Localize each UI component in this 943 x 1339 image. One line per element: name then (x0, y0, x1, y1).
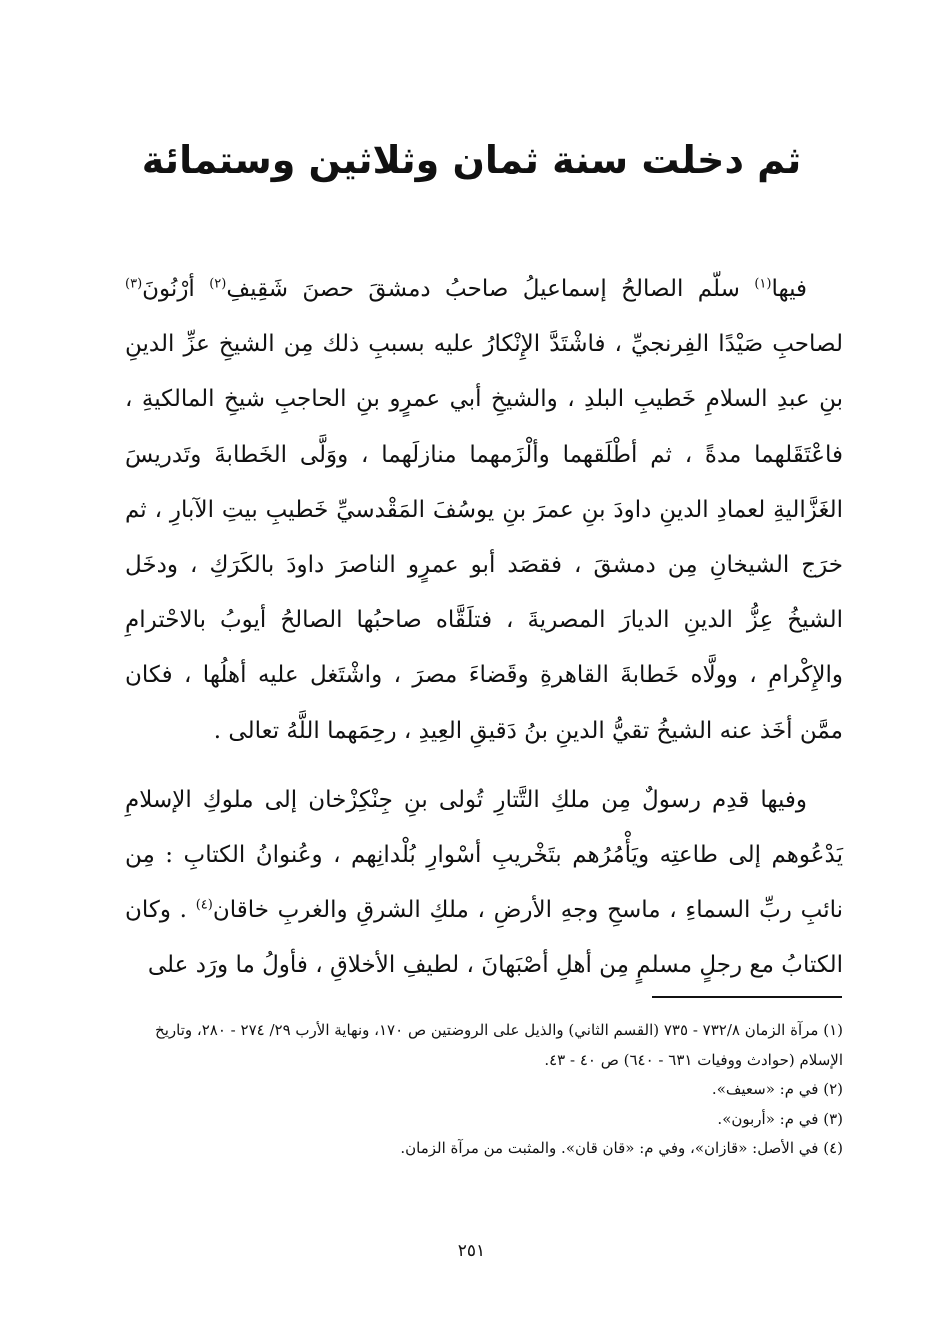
footnote-item: (٤) في الأصل: «قازان»، وفي م: «قان قان». والمثبت من مرآة الزمان. (400, 1139, 843, 1157)
paragraph (125, 262, 843, 759)
footnote-ref: (٢) (209, 276, 227, 292)
footnote-ref: (١) (754, 276, 772, 292)
chapter-title: ثم دخلت سنة ثمان وثلاثين وستمائة (141, 138, 802, 182)
text-run: وفيها قدِم رسولٌ مِن ملكِ التَّتارِ تُولى بنِ جِنْكِزْخان إلى ملوكِ الإسلامِ يَدْعُوهم إلى طاعتِه ويَأْمُرُهم بتَخْريبِ أسْوارِ بُلْدانِهم ، وعُنوانُ الكتابِ : مِن نائبِ ربِّ السماءِ ، ماسحِ وجهِ الأرضِ ، ملكِ الشرقِ والغربِ خاقان (125, 786, 844, 924)
footnotes-list (118, 1016, 843, 1164)
footnote-separator (652, 996, 842, 998)
footnote-item: (٢) في م: «سعيف». (711, 1080, 843, 1098)
text-run: فيها (771, 276, 807, 302)
text-run: . وكان الكتابُ مع رجلٍ مسلمٍ مِن أهلِ أصْبَهانَ ، لطيفِ الأخلاقِ ، فأولُ ما ورَد على (125, 897, 843, 979)
footnote-item: (٣) في م: «أربون». (717, 1109, 843, 1128)
text-run: لصاحبِ صَيْدًا الفِرنجيِّ ، فاشْتَدَّ الإِنْكارُ عليه بسببِ ذلك مِن الشيخِ عزِّ الدينِ بنِ عبدِ السلامِ خَطيبِ البلدِ ، والشيخِ أبي عمرٍو بنِ الحاجبِ شيخِ المالكيةِ ، فاعْتَقَلهما مدةً ، ثم أطْلَقهما وألْزَمهما منازلَهما ، ووَلَّى الخَطابةَ وتَدريسَ الغَزَّاليةِ لعمادِ الدينِ داودَ بنِ عمرَ بنِ يوسُفَ المَقْدسيِّ خَطيبِ بيتِ الآبارِ ، ثم خرَج الشيخانِ مِن دمشقَ ، فقصَد أبو عمرٍو الناصرَ داودَ بالكَرَكِ ، ودخَل الشيخُ عِزُّ الدينِ الديارَ المصريةَ ، فتلَقَّاه صاحبُها الصالحُ أيوبُ بالاحْترامِ والإِكْرامِ ، وولَّاه خَطابةَ القاهرةِ وقَضاءَ مصرَ ، واشْتَغل عليه أهلُها ، فكان ممَّن أخَذ عنه الشيخُ تقيُّ الدينِ بنُ دَقيقِ العِيدِ ، رحِمَهما اللَّهُ تعالى . (125, 331, 843, 744)
footnote-item: (١) مرآة الزمان ٧٣٢/٨ - ٧٣٥ (القسم الثاني) والذيل على الروضتين ص ١٧٠، ونهاية الأرب ٢٩/ ٢٧٤ - ٢٨٠، وتاريخ الإسلام (حوادث ووفيات ٦٣١ - ٦٤٠) ص ٤٠ - ٤٣. (155, 1021, 843, 1069)
footnote-ref: (٣) (125, 276, 143, 292)
text-run: سلّم الصالحُ إسماعيلُ صاحبُ دمشقَ حصنَ شَقِيفِ (226, 276, 755, 302)
footnote-ref: (٤) (195, 897, 213, 913)
page-number: ٢٥١ (457, 1241, 486, 1261)
text-run: أرْنُونَ (142, 276, 210, 302)
main-text (125, 262, 843, 994)
paragraph (125, 773, 843, 994)
